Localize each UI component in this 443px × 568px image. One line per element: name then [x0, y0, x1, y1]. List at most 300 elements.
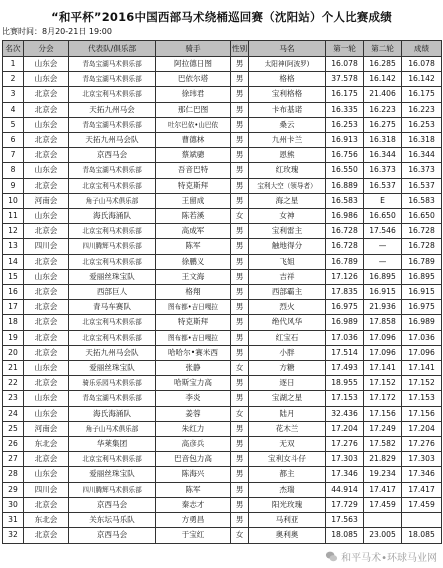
cell-branch: 北京会 — [24, 285, 69, 300]
cell-round1: 16.913 — [326, 133, 364, 148]
table-row — [3, 178, 442, 193]
cell-horse: 小胖 — [249, 345, 326, 360]
cell-result: 16.728 — [402, 239, 442, 254]
cell-gender: 男 — [231, 513, 249, 528]
cell-horse: 花木兰 — [249, 421, 326, 436]
cell-result: 17.036 — [402, 330, 442, 345]
cell-round1: 17.126 — [326, 269, 364, 284]
cell-result: 18.085 — [402, 528, 442, 543]
table-row — [3, 117, 442, 132]
cell-round2: 16.285 — [364, 57, 402, 72]
cell-branch: 山东会 — [24, 72, 69, 87]
cell-gender: 男 — [231, 391, 249, 406]
cell-rider: 阿拉德日图 — [156, 57, 231, 72]
cell-rank: 12 — [3, 224, 24, 239]
cell-result: 17.204 — [402, 421, 442, 436]
cell-round2: — — [364, 239, 402, 254]
table-row — [3, 193, 442, 208]
cell-round2: 16.275 — [364, 117, 402, 132]
cell-branch: 河南会 — [24, 421, 69, 436]
cell-round1: 16.550 — [326, 163, 364, 178]
results-table — [2, 40, 442, 544]
cell-team: 天拓九州马会队 — [69, 133, 156, 148]
cell-round2: 17.249 — [364, 421, 402, 436]
cell-gender: 男 — [231, 102, 249, 117]
cell-horse: 西部霸主 — [249, 285, 326, 300]
cell-result: 17.276 — [402, 437, 442, 452]
cell-result: 16.078 — [402, 57, 442, 72]
table-row — [3, 209, 442, 224]
cell-result: 16.989 — [402, 315, 442, 330]
cell-gender: 男 — [231, 452, 249, 467]
header-result: 成绩 — [402, 41, 442, 57]
cell-gender: 男 — [231, 330, 249, 345]
cell-horse: 绝代风华 — [249, 315, 326, 330]
cell-rider: 吐尔巴依•山巴依 — [156, 117, 231, 132]
cell-round1: 16.728 — [326, 224, 364, 239]
cell-rank: 6 — [3, 133, 24, 148]
cell-gender: 男 — [231, 72, 249, 87]
cell-horse: 吉祥 — [249, 269, 326, 284]
cell-rider: 格翔 — [156, 285, 231, 300]
table-row — [3, 528, 442, 543]
cell-gender: 男 — [231, 315, 249, 330]
cell-branch: 河南会 — [24, 193, 69, 208]
cell-rank: 14 — [3, 254, 24, 269]
cell-rank: 15 — [3, 269, 24, 284]
cell-result: 17.141 — [402, 361, 442, 376]
table-row — [3, 148, 442, 163]
cell-gender: 男 — [231, 178, 249, 193]
table-row — [3, 345, 442, 360]
cell-result: 17.459 — [402, 497, 442, 512]
cell-rank: 11 — [3, 209, 24, 224]
cell-rider: 蔡斌骢 — [156, 148, 231, 163]
cell-rank: 13 — [3, 239, 24, 254]
cell-gender: 男 — [231, 285, 249, 300]
cell-horse: 都主 — [249, 467, 326, 482]
cell-gender: 男 — [231, 239, 249, 254]
cell-rider: 吾音巴特 — [156, 163, 231, 178]
cell-gender: 男 — [231, 421, 249, 436]
watermark — [325, 549, 437, 564]
cell-branch: 北京会 — [24, 528, 69, 543]
cell-gender: 女 — [231, 361, 249, 376]
cell-rank: 1 — [3, 57, 24, 72]
cell-team: 角子山马术俱乐部 — [69, 421, 156, 436]
cell-round1: 16.989 — [326, 315, 364, 330]
match-time: 比赛时间：8月20-21日 19:00 — [2, 27, 112, 36]
cell-rank: 7 — [3, 148, 24, 163]
cell-rider: 秦志才 — [156, 497, 231, 512]
header-rider: 骑手 — [156, 41, 231, 57]
table-row — [3, 437, 442, 452]
table-row — [3, 300, 442, 315]
cell-rider: 高成军 — [156, 224, 231, 239]
cell-branch: 北京会 — [24, 345, 69, 360]
cell-gender: 男 — [231, 254, 249, 269]
cell-branch: 四川会 — [24, 482, 69, 497]
cell-round2: 17.156 — [364, 406, 402, 421]
cell-rank: 10 — [3, 193, 24, 208]
cell-rank: 9 — [3, 178, 24, 193]
cell-round1: 16.335 — [326, 102, 364, 117]
cell-round2: 17.152 — [364, 376, 402, 391]
cell-round1: 17.204 — [326, 421, 364, 436]
header-round1: 第一轮 — [326, 41, 364, 57]
wechat-logo-icon — [325, 550, 338, 563]
table-row — [3, 102, 442, 117]
cell-result: 17.153 — [402, 391, 442, 406]
cell-round2: 17.172 — [364, 391, 402, 406]
table-row — [3, 452, 442, 467]
cell-round1: 44.914 — [326, 482, 364, 497]
table-row — [3, 467, 442, 482]
cell-round1: 17.153 — [326, 391, 364, 406]
cell-gender: 女 — [231, 406, 249, 421]
cell-rank: 28 — [3, 467, 24, 482]
table-row — [3, 391, 442, 406]
cell-round2: 21.936 — [364, 300, 402, 315]
cell-team: 青岛宝湖马术俱乐部 — [69, 72, 156, 87]
cell-rider: 陈军 — [156, 482, 231, 497]
cell-team: 京西马会 — [69, 148, 156, 163]
cell-result: 16.915 — [402, 285, 442, 300]
cell-rider: 那仁巴图 — [156, 102, 231, 117]
table-row — [3, 133, 442, 148]
cell-round2 — [364, 513, 402, 528]
cell-branch: 北京会 — [24, 133, 69, 148]
table-row — [3, 421, 442, 436]
cell-round2: 16.915 — [364, 285, 402, 300]
cell-gender: 女 — [231, 528, 249, 543]
cell-round1: 16.583 — [326, 193, 364, 208]
header-round2: 第二轮 — [364, 41, 402, 57]
cell-round2: 21.406 — [364, 87, 402, 102]
cell-round1: 17.493 — [326, 361, 364, 376]
cell-result: 17.152 — [402, 376, 442, 391]
cell-round2: 19.234 — [364, 467, 402, 482]
cell-result: 16.175 — [402, 87, 442, 102]
cell-gender: 男 — [231, 133, 249, 148]
cell-branch: 北京会 — [24, 224, 69, 239]
cell-horse: 无双 — [249, 437, 326, 452]
table-row — [3, 239, 442, 254]
cell-rank: 8 — [3, 163, 24, 178]
cell-rider: 王文海 — [156, 269, 231, 284]
cell-gender: 男 — [231, 193, 249, 208]
cell-result: 16.142 — [402, 72, 442, 87]
cell-rank: 16 — [3, 285, 24, 300]
cell-rider: 陈海兴 — [156, 467, 231, 482]
cell-horse: 烈火 — [249, 300, 326, 315]
cell-rank: 23 — [3, 391, 24, 406]
cell-branch: 北京会 — [24, 102, 69, 117]
cell-round1: 16.728 — [326, 239, 364, 254]
cell-team: 北京宝利马术俱乐部 — [69, 87, 156, 102]
cell-round2: 17.096 — [364, 345, 402, 360]
cell-result: 16.344 — [402, 148, 442, 163]
cell-round2: 16.344 — [364, 148, 402, 163]
cell-rider: 朱红力 — [156, 421, 231, 436]
cell-round1: 16.889 — [326, 178, 364, 193]
cell-round2: 21.829 — [364, 452, 402, 467]
cell-team: 天拓九州马会 — [69, 102, 156, 117]
cell-round2: 16.650 — [364, 209, 402, 224]
cell-rider: 特克斯拜 — [156, 315, 231, 330]
cell-rider: 陈军 — [156, 239, 231, 254]
cell-branch: 山东会 — [24, 209, 69, 224]
cell-branch: 东北会 — [24, 513, 69, 528]
cell-horse: 陆月 — [249, 406, 326, 421]
cell-round2: 17.582 — [364, 437, 402, 452]
table-row — [3, 269, 442, 284]
cell-gender: 男 — [231, 300, 249, 315]
cell-branch: 山东会 — [24, 406, 69, 421]
cell-round2: 17.858 — [364, 315, 402, 330]
cell-round1: 17.729 — [326, 497, 364, 512]
cell-horse: 逐日 — [249, 376, 326, 391]
cell-rider: 图布都•吉日嘎拉 — [156, 330, 231, 345]
cell-rank: 5 — [3, 117, 24, 132]
document-title: “和平杯”2016中国西部马术绕桶巡回赛（沈阳站）个人比赛成绩 — [51, 10, 392, 24]
header-row — [3, 41, 442, 57]
cell-gender: 男 — [231, 437, 249, 452]
cell-horse: 太阳神(阿波罗) — [249, 57, 326, 72]
cell-round1: 16.975 — [326, 300, 364, 315]
cell-round2: 16.537 — [364, 178, 402, 193]
cell-team: 青岛宝湖马术俱乐部 — [69, 391, 156, 406]
cell-team: 青岛宝湖马术俱乐部 — [69, 163, 156, 178]
cell-horse: 宝利格格 — [249, 87, 326, 102]
cell-gender: 男 — [231, 117, 249, 132]
cell-round2: 17.546 — [364, 224, 402, 239]
cell-gender: 男 — [231, 57, 249, 72]
cell-team: 北京宝利马术俱乐部 — [69, 452, 156, 467]
cell-rank: 17 — [3, 300, 24, 315]
header-horse: 马名 — [249, 41, 326, 57]
cell-branch: 四川会 — [24, 239, 69, 254]
cell-branch: 北京会 — [24, 497, 69, 512]
cell-rider: 于宝红 — [156, 528, 231, 543]
cell-gender: 男 — [231, 163, 249, 178]
cell-branch: 山东会 — [24, 269, 69, 284]
cell-branch: 山东会 — [24, 467, 69, 482]
cell-result: 16.728 — [402, 224, 442, 239]
cell-result: 16.373 — [402, 163, 442, 178]
cell-gender: 男 — [231, 87, 249, 102]
cell-gender: 女 — [231, 209, 249, 224]
cell-gender: 男 — [231, 482, 249, 497]
table-row — [3, 406, 442, 421]
cell-round2: 16.318 — [364, 133, 402, 148]
cell-rider: 图布都•吉日嘎拉 — [156, 300, 231, 315]
cell-round1: 18.085 — [326, 528, 364, 543]
cell-team: 华莱集团 — [69, 437, 156, 452]
cell-team: 北京宝利马术俱乐部 — [69, 315, 156, 330]
cell-rank: 20 — [3, 345, 24, 360]
cell-horse: 方糖 — [249, 361, 326, 376]
cell-rider: 特克斯拜 — [156, 178, 231, 193]
cell-branch: 东北会 — [24, 437, 69, 452]
cell-team: 爱丽丝珠宝队 — [69, 361, 156, 376]
cell-team: 爱丽丝珠宝队 — [69, 269, 156, 284]
cell-result: 17.096 — [402, 345, 442, 360]
cell-branch: 北京会 — [24, 330, 69, 345]
table-body — [3, 57, 442, 544]
cell-branch: 北京会 — [24, 178, 69, 193]
cell-rider: 曹德林 — [156, 133, 231, 148]
cell-rider: 方勇昌 — [156, 513, 231, 528]
cell-round1: 16.253 — [326, 117, 364, 132]
cell-result: 17.417 — [402, 482, 442, 497]
cell-result: 16.650 — [402, 209, 442, 224]
cell-gender: 男 — [231, 497, 249, 512]
cell-team: 青岛宝湖马术俱乐部 — [69, 57, 156, 72]
cell-team: 海氏海涌队 — [69, 406, 156, 421]
cell-round2: 16.373 — [364, 163, 402, 178]
header-team: 代表队/俱乐部 — [69, 41, 156, 57]
cell-rank: 30 — [3, 497, 24, 512]
cell-branch: 北京会 — [24, 148, 69, 163]
cell-round1: 17.303 — [326, 452, 364, 467]
cell-branch: 北京会 — [24, 300, 69, 315]
cell-rank: 21 — [3, 361, 24, 376]
cell-branch: 北京会 — [24, 254, 69, 269]
table-row — [3, 285, 442, 300]
cell-team: 骑乐乐园马术俱乐部 — [69, 376, 156, 391]
cell-round2: 17.417 — [364, 482, 402, 497]
cell-team: 海氏海涌队 — [69, 209, 156, 224]
cell-horse: 桑云 — [249, 117, 326, 132]
cell-rank: 26 — [3, 437, 24, 452]
cell-branch: 山东会 — [24, 117, 69, 132]
cell-result: 17.303 — [402, 452, 442, 467]
cell-rider: 姜蓉 — [156, 406, 231, 421]
table-row — [3, 497, 442, 512]
cell-team: 北京宝利马术俱乐部 — [69, 178, 156, 193]
cell-team: 青马车赛队 — [69, 300, 156, 315]
cell-round2: 16.142 — [364, 72, 402, 87]
cell-horse: 恩熊 — [249, 148, 326, 163]
cell-rank: 24 — [3, 406, 24, 421]
cell-horse: 红玫瑰 — [249, 163, 326, 178]
cell-result: 16.223 — [402, 102, 442, 117]
cell-gender: 男 — [231, 345, 249, 360]
cell-result: 16.583 — [402, 193, 442, 208]
cell-horse: 杰瑞 — [249, 482, 326, 497]
header-rank: 名次 — [3, 41, 24, 57]
cell-result: 17.156 — [402, 406, 442, 421]
cell-horse: 女神 — [249, 209, 326, 224]
cell-round2: 16.895 — [364, 269, 402, 284]
table-row — [3, 254, 442, 269]
cell-rider: 徐鹏义 — [156, 254, 231, 269]
cell-branch: 北京会 — [24, 376, 69, 391]
cell-round1: 16.756 — [326, 148, 364, 163]
cell-rank: 2 — [3, 72, 24, 87]
cell-round2: — — [364, 254, 402, 269]
cell-team: 角子山马术俱乐部 — [69, 193, 156, 208]
cell-round1: 16.986 — [326, 209, 364, 224]
table-row — [3, 315, 442, 330]
cell-branch: 山东会 — [24, 361, 69, 376]
cell-round1: 17.036 — [326, 330, 364, 345]
cell-team: 关东坛马乐队 — [69, 513, 156, 528]
cell-horse: 宝利大空（领导者） — [249, 178, 326, 193]
table-row — [3, 72, 442, 87]
cell-rider: 陈若溪 — [156, 209, 231, 224]
cell-horse: 宝湖之星 — [249, 391, 326, 406]
cell-rank: 4 — [3, 102, 24, 117]
table-row — [3, 57, 442, 72]
cell-rank: 31 — [3, 513, 24, 528]
cell-team: 四川腾辉马术俱乐部 — [69, 239, 156, 254]
cell-rider: 高彦兵 — [156, 437, 231, 452]
cell-round1: 16.789 — [326, 254, 364, 269]
cell-round1: 16.175 — [326, 87, 364, 102]
table-row — [3, 87, 442, 102]
cell-round1: 32.436 — [326, 406, 364, 421]
cell-round2: E — [364, 193, 402, 208]
table-row — [3, 361, 442, 376]
cell-result: 16.895 — [402, 269, 442, 284]
cell-rider: 徐玮君 — [156, 87, 231, 102]
cell-branch: 北京会 — [24, 452, 69, 467]
cell-horse: 卡布基诺 — [249, 102, 326, 117]
cell-round2: 23.005 — [364, 528, 402, 543]
cell-round1: 18.955 — [326, 376, 364, 391]
cell-round2: 17.096 — [364, 330, 402, 345]
cell-round1: 17.514 — [326, 345, 364, 360]
cell-team: 京西马会 — [69, 497, 156, 512]
cell-rank: 27 — [3, 452, 24, 467]
header-branch: 分会 — [24, 41, 69, 57]
cell-rank: 32 — [3, 528, 24, 543]
watermark-text: 和平马术•环球马业网 — [341, 553, 437, 564]
cell-team: 西部巨人 — [69, 285, 156, 300]
cell-horse: 海之星 — [249, 193, 326, 208]
cell-horse: 奥利奥 — [249, 528, 326, 543]
cell-horse: 红宝石 — [249, 330, 326, 345]
table-row — [3, 163, 442, 178]
cell-horse: 九州卡兰 — [249, 133, 326, 148]
header-gender: 性别 — [231, 41, 249, 57]
cell-rank: 18 — [3, 315, 24, 330]
cell-rider: 巴依尔塔 — [156, 72, 231, 87]
cell-horse: 宝利雷主 — [249, 224, 326, 239]
cell-team: 四川腾辉马术俱乐部 — [69, 482, 156, 497]
cell-rider: 王留成 — [156, 193, 231, 208]
cell-round1: 37.578 — [326, 72, 364, 87]
cell-horse: 触地得分 — [249, 239, 326, 254]
cell-round2: 17.141 — [364, 361, 402, 376]
cell-result: 16.253 — [402, 117, 442, 132]
cell-result: 16.789 — [402, 254, 442, 269]
cell-team: 北京宝利马术俱乐部 — [69, 224, 156, 239]
cell-team: 爱丽丝珠宝队 — [69, 467, 156, 482]
table-row — [3, 482, 442, 497]
cell-team: 京西马会 — [69, 528, 156, 543]
cell-rank: 29 — [3, 482, 24, 497]
cell-rank: 25 — [3, 421, 24, 436]
cell-horse: 阳光玫瑰 — [249, 497, 326, 512]
cell-branch: 山东会 — [24, 163, 69, 178]
cell-rank: 3 — [3, 87, 24, 102]
cell-result: 17.346 — [402, 467, 442, 482]
cell-gender: 男 — [231, 269, 249, 284]
cell-gender: 男 — [231, 148, 249, 163]
